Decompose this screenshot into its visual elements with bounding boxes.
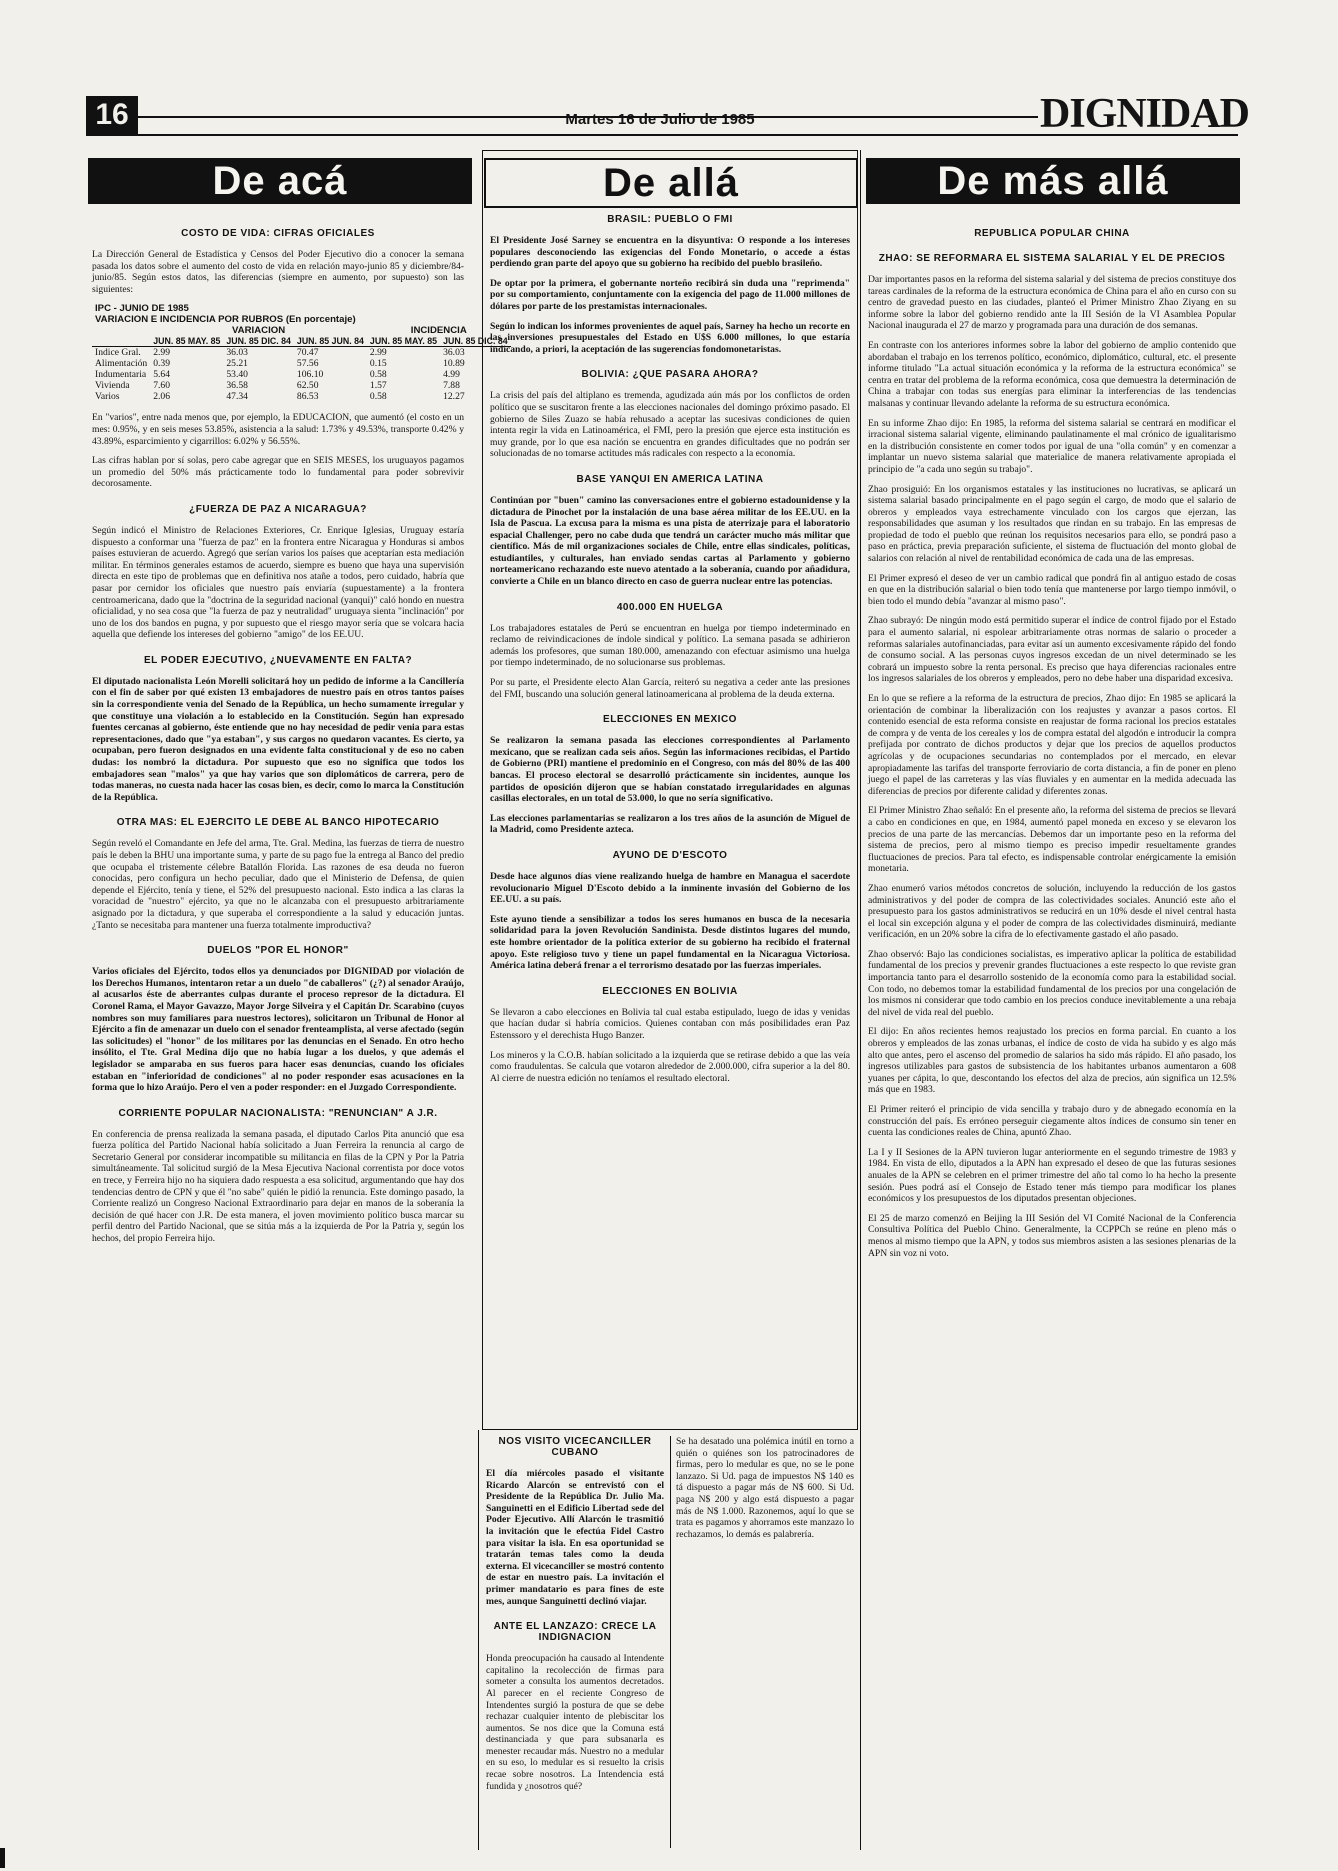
ipc-cell: 25.21 (226, 358, 248, 370)
ipc-table (92, 303, 511, 402)
ipc-col-header: JUN. 85 JUN. 84 (294, 336, 367, 347)
ipc-table-subtitle: VARIACION E INCIDENCIA POR RUBROS (En porcentaje) (95, 314, 356, 326)
heading-fuerza-paz: ¿FUERZA DE PAZ A NICARAGUA? (189, 503, 367, 515)
heading-corriente-popular: CORRIENTE POPULAR NACIONALISTA: "RENUNCIAN" A J.R. (118, 1107, 438, 1119)
ipc-cell: 4.99 (443, 369, 460, 381)
page-number: 16 (86, 96, 138, 134)
paragraph: Desde hace algunos días viene realizando huelga de hambre en Managua el sacerdote revolucionario Miguel D'Escoto debido a la inminente invasión del Gobierno de los EE.UU. a su país. (490, 870, 850, 906)
section-banner-aca: De acá (88, 158, 472, 204)
heading-brasil: BRASIL: PUEBLO O FMI (607, 214, 733, 225)
paragraph: Los trabajadores estatales de Perú se encuentran en huelga por tiempo indeterminado en reclamo de reivindicaciones de índole sindical y político. La semana pasada se adhirieron además los profesores, que suman 180.000, amenazando con efectuar asimismo una huelga por tiempo indeterminado, de no solucionarse sus problemas. (490, 622, 850, 669)
paragraph: El dijo: En años recientes hemos reajustado los precios en forma parcial. En cuanto a los obreros y empleados de las zonas urbanas, el índice de costo de vida ha subido y es algo más alto que antes, pero el ascenso del promedio de salarios ha sido más rápido. El año pasado, los ingresos utilizables para gastos de subsistencia de los habitantes urbanos aumentaron a 608 yuanes per cápita, lo que, descontando los efectos del alza de precios, aún significa un 12.5% más que en 1983. (868, 1026, 1236, 1096)
ipc-cell: 7.88 (443, 380, 460, 392)
paragraph: Zhao enumeró varios métodos concretos de solución, incluyendo la reducción de los gastos administrativos y del poder de compra de las colectividades sociales. Anunció este año el presupuesto para los gastos administrativos se reducirá en un 10% desde el nivel central hasta el local sin excepción alguna y el poder de compra de las colectividades disminuirá, mediante verificación, en un 20% sobre la cifra de lo efectivamente gastado el año pasado. (868, 882, 1236, 941)
heading-ejercito-debe: OTRA MAS: EL EJERCITO LE DEBE AL BANCO HIPOTECARIO (116, 817, 440, 829)
ipc-row (92, 391, 511, 402)
column-divider-right (860, 150, 861, 1850)
ipc-cell: 36.03 (226, 347, 248, 359)
ipc-cell: 0.58 (369, 369, 387, 381)
paragraph: Zhao subrayó: De ningún modo está permitido superar el índice de control fijado por el Estado para el aumento salarial, ni espolear arbitrariamente otras normas de salario o proceder a reformas salariales autofinanciadas, para evitar así un aumento excesivamente rápido del fondo de consumo social. A las personas cuyos ingresos excedan de un nivel determinado se les cobrará un impuesto sobre la renta personal. Es preciso que haya diferencias racionales entre los ingresos salariales de los obreros y empleados, pero no debe haber una disparidad excesiva. (868, 615, 1236, 685)
column-alla-lower-left (486, 1436, 664, 1848)
scan-mark (0, 1848, 5, 1868)
heading-huelga: 400.000 EN HUELGA (616, 601, 724, 613)
paragraph: Según reveló el Comandante en Jefe del arma, Tte. Gral. Medina, las fuerzas de tierra de nuestro país le deben la BHU una importante suma, y parte de su pago fue la entrega al Banco del predio que ocupaba el tristemente célebre Batallón Florida. Las razones de esa deuda no fueron conocidas, pero configura un hecho peculiar, dado que el Ministerio de Defensa, de quien depende el Ejército, tenía y tiene, el 52% del presupuesto nacional. Esto indica a las claras la voracidad de "nuestro" ejército, ya que no le alcanzaba con el presupuesto arbitrariamente asignado por la dictadura, y que superaba el correspondiente a la salud y educación juntas. ¿Tanto se necesitaba para mantener una fuerza totalmente improductiva? (92, 838, 464, 931)
column-alla (490, 214, 850, 1422)
section-banner-alla: De allá (484, 158, 858, 208)
ipc-cell: 0.39 (153, 358, 171, 370)
ipc-cell: 36.03 (443, 347, 465, 359)
paragraph: El Primer reiteró el principio de vida sencilla y trabajo duro y de abnegado economía en la construcción del país. Es erróneo perseguir ciegamente altos índices de consumo sin tener en cuenta las condiciones reales de China, apuntó Zhao. (868, 1104, 1236, 1139)
paragraph: En su informe Zhao dijo: En 1985, la reforma del sistema salarial se centrará en modificar el irracional sistema salarial vigente, eliminando paulatinamente el mal crónico de igualitarismo en la distribución consistente en comer todos por igual de una "olla común" y en comenzar a implantar un nuevo sistema salarial que materialice de manera relativamente apropiada el principio de "a cada uno según su trabajo". (868, 417, 1236, 475)
ipc-row-label: Varios (95, 391, 120, 403)
paragraph: Los mineros y la C.O.B. habían solicitado a la izquierda que se retirase debido a que las veía como fraudulentas. Se calcula que votaron alrededor de 2.000.000, cifra superior a la del 80. Al cierre de nuestra edición no teníamos el resultado electoral. (490, 1049, 850, 1084)
ipc-row (92, 347, 511, 359)
paragraph: Las cifras hablan por sí solas, pero cabe agregar que en SEIS MESES, los uruguayos pagamos un promedio del 50% más prácticamente todo lo fundamental para poder sobrevivir decorosamente. (92, 455, 464, 490)
heading-bolivia: BOLIVIA: ¿QUE PASARA AHORA? (581, 369, 759, 381)
paragraph: Continúan por "buen" camino las conversaciones entre el gobierno estadounidense y la dictadura de Pinochet por la instalación de una base aérea militar de los EE.UU. en la Isla de Pascua. La excusa para la misma es una pista de aterrizaje para el laboratorio espacial Challenger, pero no cabe duda que tendrá un carácter mucho más militar que científico. Más de mil organizaciones sociales de Chile, entre ellas sindicales, políticas, estudiantiles, y culturales, han enviado sendas cartas al Parlamento y gobierno norteamericano rechazando este nuevo atentado a la soberanía, cuando por añadidura, convierte a Chile en un blanco directo en caso de guerra nuclear entre las potencias. (490, 494, 850, 588)
ipc-cell: 57.56 (296, 358, 319, 370)
ipc-row-label: Indice Gral. (95, 347, 141, 359)
column-aca (92, 228, 508, 1848)
ipc-col-header: JUN. 85 MAY. 85 (367, 336, 440, 347)
paragraph: Se ha desatado una polémica inútil en torno a quién o quiénes son los patrocinadores de firmas, pero lo medular es que, no se le pone lanzazo. Si Ud. paga de impuestos N$ 140 es tá dispuesto a pagar más de N$ 600. Si Ud. paga N$ 200 y algo está dispuesto a pagar más de N$ 1.000. Razonemos, aquí lo que se trata es pagamos y ahorramos este manzazo lo rechazamos, lo demás es palabrería. (676, 1436, 854, 1540)
ipc-col-header: JUN. 85 MAY. 85 (150, 336, 223, 347)
ipc-table-title: IPC - JUNIO DE 1985 (95, 303, 189, 315)
heading-zhao-reforma: ZHAO: SE REFORMARA EL SISTEMA SALARIAL Y EL DE PRECIOS (878, 253, 1226, 264)
column-mas-alla (868, 228, 1236, 1848)
heading-base-yanqui: BASE YANQUI EN AMERICA LATINA (576, 473, 764, 485)
ipc-col-header: JUN. 85 DIC. 84 (440, 336, 511, 347)
ipc-cell: 2.06 (153, 391, 171, 403)
column-alla-lower-right (676, 1436, 854, 1848)
paragraph: El 25 de marzo comenzó en Beijing la III Sesión del VI Comité Nacional de la Conferencia Consultiva Política del Pueblo Chino. Generalmente, la CCPPCh se reúne en pleno más o menos al mismo tiempo que la APN, y todos sus miembros asisten a las sesiones plenarias de la APN sin voz ni voto. (868, 1212, 1236, 1259)
ipc-cell: 106.10 (296, 369, 324, 381)
ipc-header-row (92, 336, 511, 347)
heading-mexico: ELECCIONES EN MEXICO (603, 714, 737, 726)
ipc-col-header: JUN. 85 DIC. 84 (223, 336, 294, 347)
ipc-cell: 36.58 (226, 380, 248, 392)
paragraph: En contraste con los anteriores informes sobre la labor del gobierno de amplio contenido que abordaban el trabajo en los terrenos político, económico, diplomático, cultural, etc. el presente informe titulado "La actual situación económica y la reforma de la estructura económica" se centra en tratar del problema de la reforma económica, cosa que demuestra la determinación de China a trabajar con todas sus energías para eliminar la interferencias de las tendencias malsanas y continuar llevando adelante la reforma de su estructura económica. (868, 339, 1236, 409)
ipc-row-label: Vivienda (95, 380, 130, 392)
heading-poder-ejecutivo: EL PODER EJECUTIVO, ¿NUEVAMENTE EN FALTA? (143, 654, 413, 666)
ipc-group-incidencia: INCIDENCIA (410, 325, 467, 337)
paragraph: Las elecciones parlamentarias se realizaron a los tres años de la asunción de Miguel de la Madrid, como Presidente azteca. (490, 812, 850, 836)
paragraph: Zhao prosiguió: En los organismos estatales y las instituciones no lucrativas, se aplicará un sistema salarial basado principalmente en el pago según el cargo, de modo que el salario de obreros y empleados vaya estrechamente vinculado con los cargos que ejerzan, las responsabilidades que asuman y los resultados que rindan en su trabajo. En las empresas de propiedad de todo el pueblo que reúnan los requisitos necesarios para ello, se pondrá paso a paso en práctica, previa preparación suficiente, el sistema de fluctuación del monto global de salarios con relación al nivel de rentabilidad económica de cada una de las empresas. (868, 483, 1236, 565)
paragraph: Por su parte, el Presidente electo Alan García, reiteró su negativa a ceder ante las presiones del FMI, buscando una solución general latinoamericana al problema de la deuda externa. (490, 677, 850, 700)
paragraph: Se llevaron a cabo elecciones en Bolivia tal cual estaba estipulado, luego de idas y venidas que hacían dudar si habría comicios. Quienes contaban con más posibilidades eran Paz Estenssoro y el derechista Hugo Banzer. (490, 1006, 850, 1041)
ipc-group-variacion: VARIACION (232, 325, 286, 337)
paragraph: Dar importantes pasos en la reforma del sistema salarial y del sistema de precios constituye dos tareas cardinales de la reforma de la estructura económica de China para el año en curso con su centro de gravedad puesto en las ciudades, planteó el Primer Ministro Zhao Ziyang en su informe sobre la labor del gobierno rendido ante la III Sesión de la VI Asamblea Popular Nacional inaugurada el 27 de marzo y programada para una duración de dos semanas. (868, 274, 1236, 332)
ipc-row (92, 358, 511, 369)
column-divider-left (478, 1430, 479, 1850)
paragraph: El Primer Ministro Zhao señaló: En el presente año, la reforma del sistema de precios se llevará a cabo en condiciones en que, en 1984, aumentó papel moneda en exceso y se elevaron los precios de una parte de las mercancías. Debemos dar un importante peso en la reforma del sistema de precios, pero al mismo tiempo es preciso impedir resueltamente grandes fluctuaciones de precios. Para tal efecto, es indispensable controlar enérgicamente la emisión monetaria. (868, 805, 1236, 875)
paragraph: Honda preocupación ha causado al Intendente capitalino la recolección de firmas para someter a consulta los aumentos decretados. Al parecer en el reciente Congreso de Intendentes surgió la postura de que se debe rechazar cualquier intento de plebiscitar los aumentos. Se nos dice que la Comuna está destinanciada y que para subsanarla es menester recaudar más. Nuestro no a medular en su eso, lo medular es si resuelto la crisis recae sobre nosotros. La Intendencia está fundida y ¿nosotros qué? (486, 1653, 664, 1792)
paragraph: Zhao observó: Bajo las condiciones socialistas, es imperativo aplicar la política de estabilidad fundamental de los precios y prevenir grandes fluctuaciones a este respecto lo que reviste gran importancia tanto para el desarrollo sostenido de la economía como para la estabilidad social. Con todo, no debemos tomar la estabilidad fundamental de los precios por una congelación de los mismos ni considerar que todo cambio en los precios conduce inevitablemente a una rebaja del nivel de vida real del pueblo. (868, 948, 1236, 1018)
paragraph: Según lo indican los informes provenientes de aquel país, Sarney ha hecho un recorte en las inversiones presupuestales del Estado en U$S 6.000 millones, lo que estaría indicando, a priori, la aceptación de las sugerencias fondomonetaristas. (490, 320, 850, 355)
paragraph: El Primer expresó el deseo de ver un cambio radical que pondrá fin al antiguo estado de cosas en que en la distribución salarial o bien todo tenía que mantenerse por largo tiempo inmóvil, o bien todo el mundo debía "avanzar al mismo paso". (868, 572, 1236, 607)
paragraph: Varios oficiales del Ejército, todos ellos ya denunciados por DIGNIDAD por violación de los Derechos Humanos, intentaron retar a un duelo "de caballeros" (¿?) al senador Araújo, al acusarlos éste de aberrantes culpas durante el proceso represor de la dictadura. El Coronel Rama, el Mayor Gavazzo, Mayor Jorge Silveira y el Capitán Dr. Scarabino (cuyos nombres son muy familiares para nuestros lectores), solicitaron un Tribunal de Honor al Ejército a fin de amenazar un duelo con el senador frenteamplista, al verse afectado (según las solicitudes) el "honor" de los militares por las denuncias en el Senado. En otro hecho insólito, el Tte. Gral Medina dijo que no había lugar a los duelos, y que además el legislador se amparaba en sus fueros para hacer esas denuncias, cuando los oficiales estaban en "inferioridad de condiciones" al no poder responder esas acusaciones en la forma que lo hizo Araújo. Pero el ven a poder responder: en el Juzgado Correspondiente. (92, 966, 464, 1094)
heading-lanzazo: ANTE EL LANZAZO: CRECE LA INDIGNACION (493, 1621, 657, 1644)
heading-costo-vida: COSTO DE VIDA: CIFRAS OFICIALES (181, 228, 375, 239)
paragraph: La I y II Sesiones de la APN tuvieron lugar anteriormente en el segundo trimestre de 1983 y 1984. En vista de ello, diputados a la APN han expresado el deseo de que las futuras sesiones anuales de la APN se celebren en el primer trimestre del año tal como lo ha hecho la presente sesión. Pues podrá así el Consejo de Estado tener más tiempo para modificar los planes económicos y los presupuestos de los diputados presentan objeciones. (868, 1146, 1236, 1205)
ipc-row (92, 380, 511, 391)
paragraph: Según indicó el Ministro de Relaciones Exteriores, Cr. Enrique Iglesias, Uruguay estaría dispuesto a conformar una "fuerza de paz" en la frontera entre Nicaragua y Honduras si ambos países estuvieran de acuerdo. Agregó que serían varios los países que aceptarían esta mediación militar. En términos generales estamos de acuerdo, siempre es bueno que haya una supervisión directa en este tipo de problemas que en definitiva nos atañe a todos, pero cuidado, habría que pasar por cernidor los oficiales que nuestro país enviaría (supuestamente) a la frontera centroamericana, dado que la "doctrina de la seguridad nacional (yanqui)" caló hondo en nuestra oficialidad, y no sea cosa que "la fuerza de paz y neutralidad" uruguaya sienta "inclinación" por uno de los dos bandos en pugna, y por supuesto que el riesgo mayor sería que se volcara hacia aquella que defiende los intereses del gobierno "amigo" de los EE.UU. (92, 524, 464, 641)
ipc-cell: 1.57 (369, 380, 387, 392)
heading-descoto: AYUNO DE D'ESCOTO (612, 849, 728, 861)
heading-vicecanciller: NOS VISITO VICECANCILLER CUBANO (498, 1436, 652, 1458)
ipc-cell: 7.60 (153, 380, 171, 392)
paragraph: La Dirección General de Estadística y Censos del Poder Ejecutivo dio a conocer la semana pasada los datos sobre el aumento del costo de vida en relación mayo-junio 85 y diciembre/84-junio/85. Según estos datos, las diferencias (siempre en aumento, por supuesto) son las siguientes: (92, 249, 464, 295)
paragraph: En conferencia de prensa realizada la semana pasada, el diputado Carlos Pita anunció que esa fuerza política del Partido Nacional había solicitado a Juan Ferreira la renuncia al cargo de Secretario General por considerar incompatible su militancia en filas de la CPN y Por la Patria simultáneamente. Tal solicitud surgió de la Mesa Ejecutiva Nacional correntista por doce votos en trece, y Ferreira hijo no ha siquiera dado respuesta a esa solicitud, argumentando que hay dos tendencias dentro de CPN y que él "no sabe" quién le pidió la renuncia. Este domingo pasado, la Corriente realizó un Congreso Nacional Extraordinario para dejar en manos de la soberanía la decisión de qué hacer con J.R. De esta manera, el joven movimiento político busca marcar su perfil dentro del Partido Nacional, que se sitúa más a la izquierda de Por la Patria y, según los hechos, del propio Ferreira hijo. (92, 1128, 464, 1245)
subcolumn-divider (670, 1436, 671, 1848)
ipc-cell: 2.99 (369, 347, 387, 359)
ipc-cell: 12.27 (443, 391, 465, 403)
paragraph: El diputado nacionalista León Morelli solicitará hoy un pedido de informe a la Cancillería con el fin de saber por qué existen 13 embajadores de nuestro país en otros tantos países sin la correspondiente venia del Senado de la República, un hecho sumamente irregular y que constituye una violación a lo establecido en la Constitución. Según han expresado fuentes cercanas al gobierno, éste entiende que no hay necesidad de pedir venia para estas representaciones, dado que "ya estaban", y sus cargos no quedaron vacantes. Es cierto, ya ocupaban, pero fueron designados en una evidente falta constitucional y de eso no caben dudas: los nombró la dictadura. Por supuesto que eso no significa que todos los embajadores sean "malos" ya que hay varios que son diplomáticos de carrera, pero de todas maneras, no cuesta nada hacer las cosas bien, es decir, como lo marca la Constitución de la República. (92, 675, 464, 803)
ipc-row-label: Indumentaria (95, 369, 147, 381)
heading-china: REPUBLICA POPULAR CHINA (974, 228, 1130, 239)
ipc-cell: 0.15 (369, 358, 387, 370)
ipc-cell: 2.99 (153, 347, 171, 359)
ipc-cell: 10.89 (443, 358, 465, 370)
paragraph: De optar por la primera, el gobernante norteño recibirá sin duda una "reprimenda" por su comportamiento, conjuntamente con la exigencia del pago de 11.000 millones de dólares por parte de los prestamistas internacionales. (490, 277, 850, 312)
ipc-cell: 62.50 (296, 380, 319, 392)
paragraph: El Presidente José Sarney se encuentra en la disyuntiva: O responde a los intereses populares desconociendo las exigencias del Fondo Monetario, o accede a éstas perdiendo gran parte del apoyo que su gobierno ha recibido del pueblo brasileño. (490, 235, 850, 270)
section-banner-mas-alla: De más allá (866, 158, 1240, 204)
ipc-cell: 47.34 (226, 391, 248, 403)
masthead-logo: DIGNIDAD (1040, 91, 1250, 137)
ipc-row (92, 369, 511, 380)
paragraph: En "varios", entre nada menos que, por ejemplo, la EDUCACION, que aumentó (el costo en un mes: 0.95%, y en seis meses 53.85%, asistencia a la salud: 1.73% y 49.53%, transporte 0.42% y 43.89%, esparcimiento y cigarrillos: 6.02% y 56.55%. (92, 412, 464, 447)
dateline: Martes 16 de Julio de 1985 (565, 111, 755, 128)
ipc-row-label: Alimentación (95, 358, 148, 370)
paragraph: Este ayuno tiende a sensibilizar a todos los seres humanos en busca de la necesaria solidaridad para la joven Revolución Sandinista. Desde distintos lugares del mundo, este hombre orientador de la política exterior de su gobierno ha recibido el fraternal apoyo. Este religioso tuvo y tiene un papel fundamental en la Nicaragua Victoriosa. América latina deberá frenar a el terrorismo desatado por las fuerzas imperiales. (490, 913, 850, 972)
heading-elecciones-bolivia: ELECCIONES EN BOLIVIA (602, 985, 738, 997)
paragraph: La crisis del país del altiplano es tremenda, agudizada aún más por los conflictos de orden político que se suscitaron frente a las elecciones nacionales del domingo próximo pasado. El gobierno de Siles Zuazo se había rehusado a aceptar las sucesivas condiciones de quien intenta regir la vida en Latinoamérica, el FMI, pero la presión que ejerce esta institución es muy grande, por lo que esa nación se encuentra en grandes dificultades que no podrán ser solucionadas de no tomarse actitudes más radicales con respecto a la economía. (490, 390, 850, 460)
paragraph: Se realizaron la semana pasada las elecciones correspondientes al Parlamento mexicano, que se realizan cada seis años. Según las informaciones recibidas, el Partido de Gobierno (PRI) mantiene el predominio en el Congreso, con más del 80% de las 400 bancas. El proceso electoral se desarrolló prácticamente sin incidentes, aunque los partidos de oposición dijeron que se habían constatado irregularidades en algunas casillas electorales, en un total de 53.000, lo que no sería significativo. (490, 735, 850, 805)
ipc-cell: 70.47 (296, 347, 319, 359)
ipc-cell: 5.64 (153, 369, 171, 381)
heading-duelos: DUELOS "POR EL HONOR" (207, 945, 349, 957)
ipc-cell: 53.40 (226, 369, 248, 381)
ipc-cell: 86.53 (296, 391, 319, 403)
ipc-cell: 0.58 (369, 391, 387, 403)
paragraph: En lo que se refiere a la reforma de la estructura de precios, Zhao dijo: En 1985 se aplicará la orientación de combinar la liberalización con los reajustes y avanzar a pasos cortos. El contenido esencial de esta reforma consiste en reajustar de forma racional los precios estatales de compra y de venta de los cereales y los de compra estatal del algodón e introducir la compra prefijada por contrato de dichos productos y dejar que los precios de aquellos productos agrícolas y de ocupaciones secundarias no contemplados por el mercado, en elevar apropiadamente las tarifas del transporte ferroviario de corta distancia, a fin de poner en pleno juego el papel de las carreteras y las vías fluviales y en aumentar en la medida adecuada las diferencias de precios por diferente calidad y diferentes zonas. (868, 693, 1236, 797)
paragraph: El día miércoles pasado el visitante Ricardo Alarcón se entrevistó con el Presidente de la República Dr. Julio Ma. Sanguinetti en el Edificio Libertad sede del Poder Ejecutivo. Allí Alarcón le trasmitió la invitación que le efectúa Fidel Castro para visitar la isla. En esa oportunidad se tratarán temas tales como la deuda externa. El vicecanciller se mostró contento de estar en nuestro país. La invitación el primer mandatario es para fines de este mes, aunque Sanguinetti declinó viajar. (486, 1468, 664, 1607)
